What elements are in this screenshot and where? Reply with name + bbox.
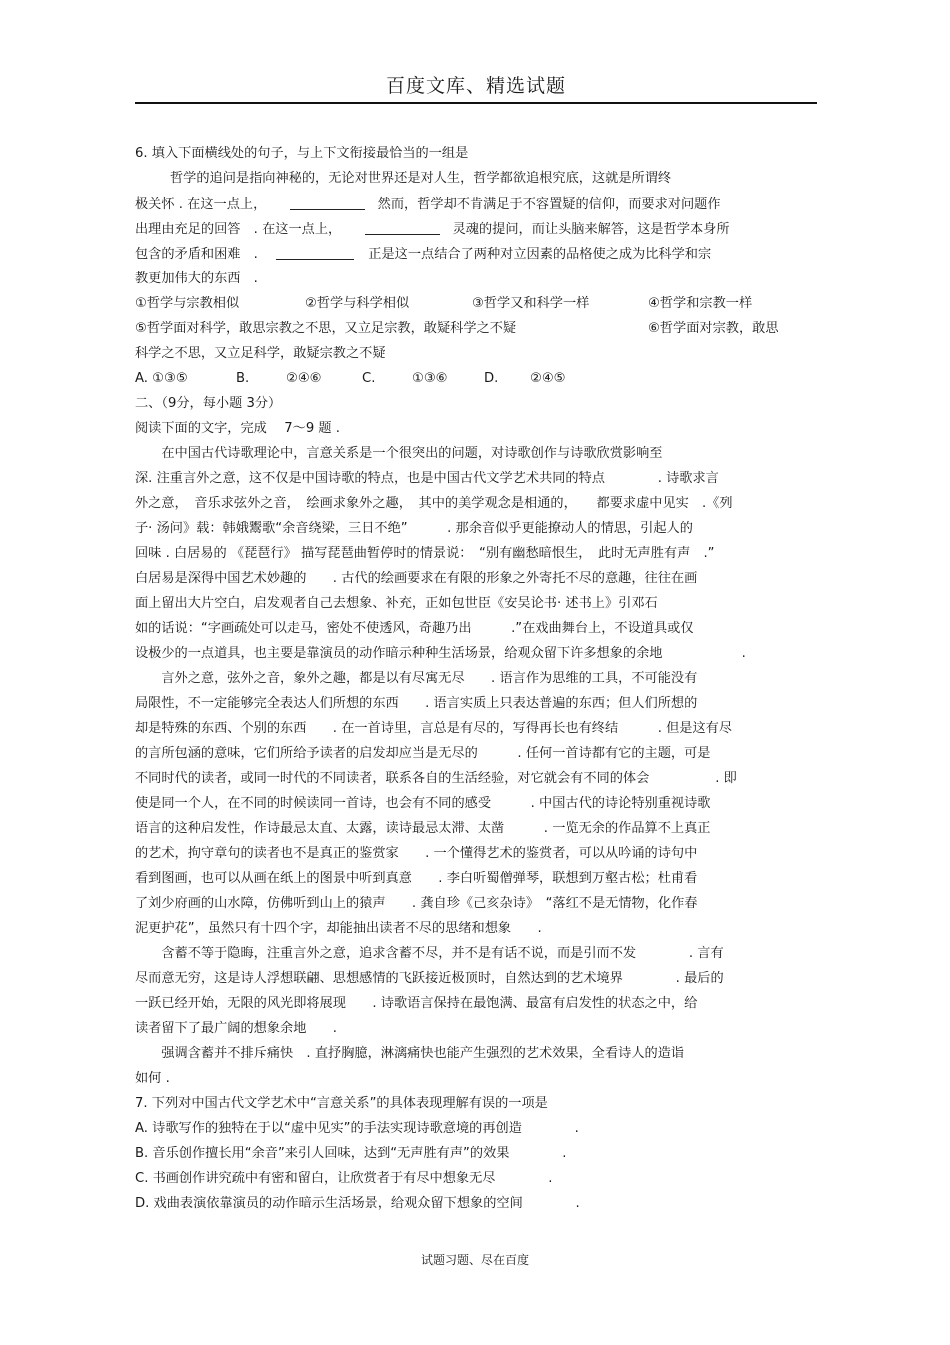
reading-instruction: 阅读下面的文字，完成 7～9 题 .	[135, 421, 340, 436]
answer-blank-1	[290, 195, 365, 210]
page-header	[135, 72, 817, 104]
q6-text-line: 教更加伟大的东西 .	[135, 271, 258, 286]
passage-line: 语言的这种启发性，作诗最忌太直、太露，读诗最忌太滞、太凿 . 一览无余的作品算不上真正	[135, 821, 711, 836]
q6-choice-c-value: ①③⑥	[412, 371, 448, 386]
q6-text-line: 出理由充足的回答 . 在这一点上， 灵魂的提问，而让头脑来解答，这是哲学本身所	[135, 222, 730, 237]
q6-text-line: 包含的矛盾和困难 . 正是这一点结合了两种对立因素的品格使之成为比科学和宗	[135, 247, 712, 262]
passage-line: 局限性，不一定能够完全表达人们所想的东西 . 语言实质上只表达普遍的东西；但人们所想的	[135, 696, 698, 711]
q6-choice-b-letter: B.	[236, 371, 250, 386]
q6-stem: 6. 填入下面横线处的句子，与上下文衔接最恰当的一组是	[135, 146, 469, 161]
passage-line: 回味 . 白居易的 《琵琶行》 描写琵琶曲暂停时的情景说： “别有幽愁暗恨生， 此时无声胜有声 .”	[135, 546, 715, 561]
answer-blank-2	[365, 220, 440, 235]
passage-line: 言外之意，弦外之音，象外之趣，都是以有尽寓无尽 . 语言作为思维的工具，不可能没有	[135, 671, 698, 686]
header-title: 百度文库、精选试题	[385, 75, 566, 97]
passage-line: 设极少的一点道具，也主要是靠演员的动作暗示种种生活场景，给观众留下许多想象的余地 .	[135, 646, 746, 661]
q6-option: ④哲学和宗教一样	[648, 296, 753, 311]
passage-line: 深. 注重言外之意，这不仅是中国诗歌的特点，也是中国古代文学艺术共同的特点 . 诗歌求言	[135, 471, 719, 486]
passage-line: 一跃已经开始，无限的风光即将展现 . 诗歌语言保持在最饱满、最富有启发性的状态之中，给	[135, 996, 698, 1011]
passage-line: 了刘少府画的山水障，仿佛听到山上的猿声 . 龚自珍《己亥杂诗》 “落红不是无情物，化作春	[135, 896, 698, 911]
passage-line: 读者留下了最广阔的想象余地 .	[135, 1021, 338, 1036]
q7-option-c: C. 书画创作讲究疏中有密和留白，让欣赏者于有尽中想象无尽 .	[135, 1171, 553, 1186]
q7-option-a: A. 诗歌写作的独特在于以“虚中见实”的手法实现诗歌意境的再创造 .	[135, 1121, 579, 1136]
q6-text-line: 哲学的追问是指向神秘的，无论对世界还是对人生，哲学都欲追根究底，这就是所谓终	[170, 171, 672, 186]
section-heading: 二、（9分，每小题 3分）	[135, 396, 282, 411]
q6-choice-d-letter: D.	[484, 371, 499, 386]
passage-line: 的艺术，拘守章句的读者也不是真正的鉴赏家 . 一个懂得艺术的鉴赏者，可以从吟诵的诗句中	[135, 846, 698, 861]
q6-choice-a: A. ①③⑤	[135, 371, 188, 386]
q6-option: ②哲学与科学相似	[305, 296, 410, 311]
passage-line: 外之意， 音乐求弦外之音， 绘画求象外之趣， 其中的美学观念是相通的， 都要求虚中见实 .《列	[135, 496, 733, 511]
q6-choice-c-letter: C.	[362, 371, 376, 386]
passage-line: 面上留出大片空白，启发观者自己去想象、补充，正如包世臣《安吴论书· 述书上》引邓石	[135, 596, 658, 611]
answer-blank-3	[276, 245, 354, 260]
q6-option: ⑤哲学面对科学，敢思宗教之不思，又立足宗教，敢疑科学之不疑	[135, 321, 517, 336]
passage-line: 却是特殊的东西、个别的东西 . 在一首诗里，言总是有尽的，写得再长也有终结 . 但是这有尽	[135, 721, 733, 736]
passage-line: 如何 .	[135, 1071, 170, 1086]
q7-option-d: D. 戏曲表演依靠演员的动作暗示生活场景，给观众留下想象的空间 .	[135, 1196, 580, 1211]
passage-line: 含蓄不等于隐晦，注重言外之意，追求含蓄不尽，并不是有话不说，而是引而不发 . 言有	[135, 946, 724, 961]
q6-choice-b-value: ②④⑥	[286, 371, 322, 386]
q6-choice-d-value: ②④⑤	[530, 371, 566, 386]
q6-text-line: 极关怀 . 在这一点上， 然而，哲学却不肯满足于不容置疑的信仰，而要求对问题作	[135, 197, 721, 212]
passage-line: 在中国古代诗歌理论中，言意关系是一个很突出的问题，对诗歌创作与诗歌欣赏影响至	[135, 446, 663, 461]
q6-option: ①哲学与宗教相似	[135, 296, 240, 311]
passage-line: 的言所包涵的意味，它们所给予读者的启发却应当是无尽的 . 任何一首诗都有它的主题，可是	[135, 746, 711, 761]
passage-line: 强调含蓄并不排斥痛快 . 直抒胸臆，淋漓痛快也能产生强烈的艺术效果，全看诗人的造诣	[135, 1046, 685, 1061]
passage-line: 泥更护花”，虽然只有十四个字，却能抽出读者不尽的思绪和想象 .	[135, 921, 542, 936]
q6-option: ⑥哲学面对宗教，敢思	[648, 321, 779, 336]
passage-line: 如的话说：“字画疏处可以走马，密处不使透风，奇趣乃出 .”在戏曲舞台上，不设道具或仅	[135, 621, 694, 636]
passage-line: 尽而意无穷，这是诗人浮想联翩、思想感情的飞跃接近极顶时，自然达到的艺术境界 . 最后的	[135, 971, 724, 986]
q6-option: ③哲学又和科学一样	[472, 296, 590, 311]
q7-stem: 7. 下列对中国古代文学艺术中“言意关系”的具体表现理解有误的一项是	[135, 1096, 548, 1111]
passage-line: 白居易是深得中国艺术妙趣的 . 古代的绘画要求在有限的形象之外寄托不尽的意趣，往往在画	[135, 571, 698, 586]
page-footer: 试题习题、尽在百度	[420, 1253, 529, 1267]
q6-option: 科学之不思，又立足科学，敢疑宗教之不疑	[135, 346, 386, 361]
passage-line: 使是同一个人，在不同的时候读同一首诗，也会有不同的感受 . 中国古代的诗论特别重视诗歌	[135, 796, 711, 811]
passage-line: 子· 汤问》载：韩娥鬻歌“余音绕梁，三日不绝” . 那余音似乎更能撩动人的情思，引起人的	[135, 521, 693, 536]
passage-line: 不同时代的读者，或同一时代的不同读者，联系各自的生活经验，对它就会有不同的体会 . 即	[135, 771, 737, 786]
passage-line: 看到图画，也可以从画在纸上的图景中听到真意 . 李白听蜀僧弹琴，联想到万壑古松；杜甫看	[135, 871, 698, 886]
q7-option-b: B. 音乐创作擅长用“余音”来引人回味，达到“无声胜有声”的效果 .	[135, 1146, 567, 1161]
